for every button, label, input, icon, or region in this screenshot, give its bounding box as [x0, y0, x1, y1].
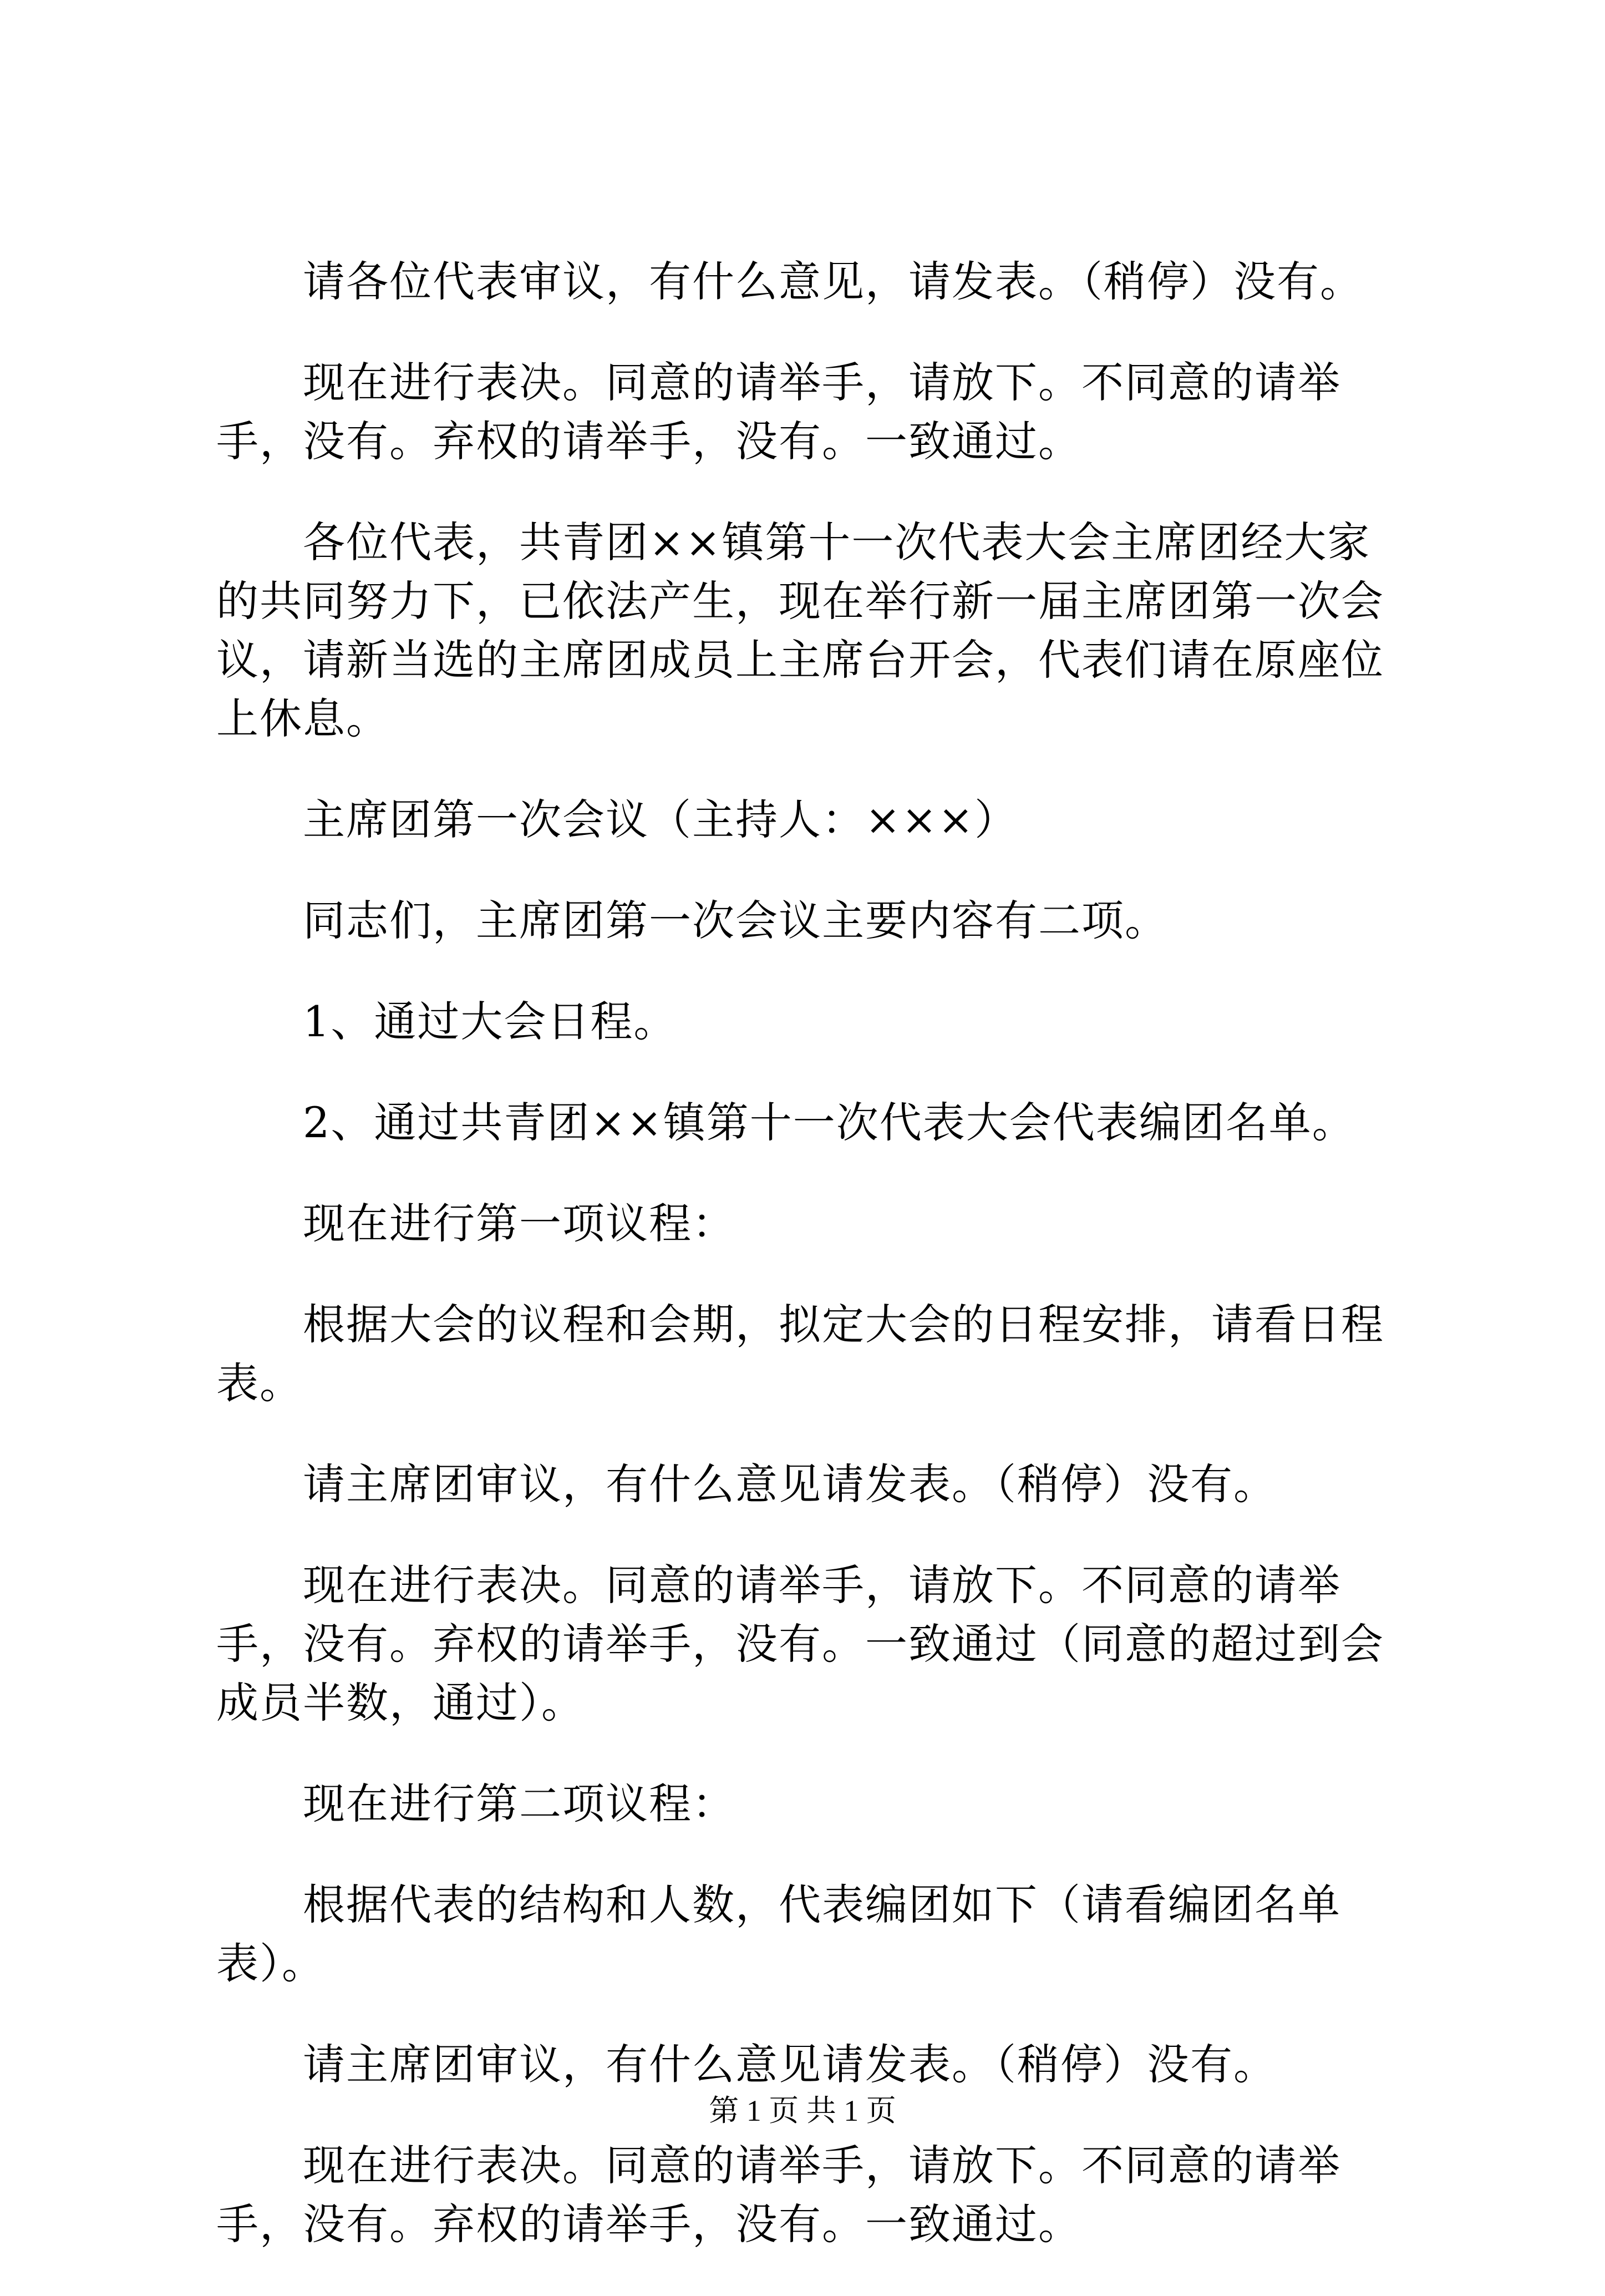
paragraph: 同志们，主席团第一次会议主要内容有二项。	[303, 896, 1168, 945]
paragraph: 请主席团审议，有什么意见请发表。（稍停）没有。	[303, 1459, 1277, 1509]
paragraph: 请主席团审议，有什么意见请发表。（稍停）没有。	[303, 2040, 1277, 2089]
paragraph: 根据代表的结构和人数，代表编团如下（请看编团名单表）。	[216, 1880, 1341, 1988]
paragraph: 现在进行第一项议程：	[303, 1199, 735, 1248]
paragraph: 2、通过共青团××镇第十一次代表大会代表编团名单。	[303, 1098, 1355, 1147]
paragraph: 现在进行表决。同意的请举手，请放下。不同意的请举手，没有。弃权的请举手，没有。一致通过（同意的超过到会成员半数，通过）。	[216, 1560, 1384, 1727]
paragraph: 现在进行表决。同意的请举手，请放下。不同意的请举手，没有。弃权的请举手，没有。一致通过。	[216, 358, 1341, 466]
paragraph: 请各位代表审议，有什么意见，请发表。（稍停）没有。	[303, 257, 1363, 306]
paragraph: 各位代表，共青团××镇第十一次代表大会主席团经大家的共同努力下，已依法产生，现在举行新一届主席团第一次会议，请新当选的主席团成员上主席台开会，代表们请在原座位上休息。	[216, 518, 1384, 743]
paragraph: 根据大会的议程和会期，拟定大会的日程安排，请看日程表。	[216, 1300, 1384, 1408]
page-footer: 第 1 页 共 1 页	[709, 2094, 896, 2127]
paragraph: 1、通过大会日程。	[303, 997, 677, 1046]
document-body	[216, 252, 1395, 2296]
paragraph: 主席团第一次会议（主持人：×××）	[303, 795, 1018, 844]
paragraph: 现在进行表决。同意的请举手，请放下。不同意的请举手，没有。弃权的请举手，没有。一致通过。	[216, 2141, 1341, 2249]
paragraph: 现在进行第二项议程：	[303, 1779, 735, 1828]
